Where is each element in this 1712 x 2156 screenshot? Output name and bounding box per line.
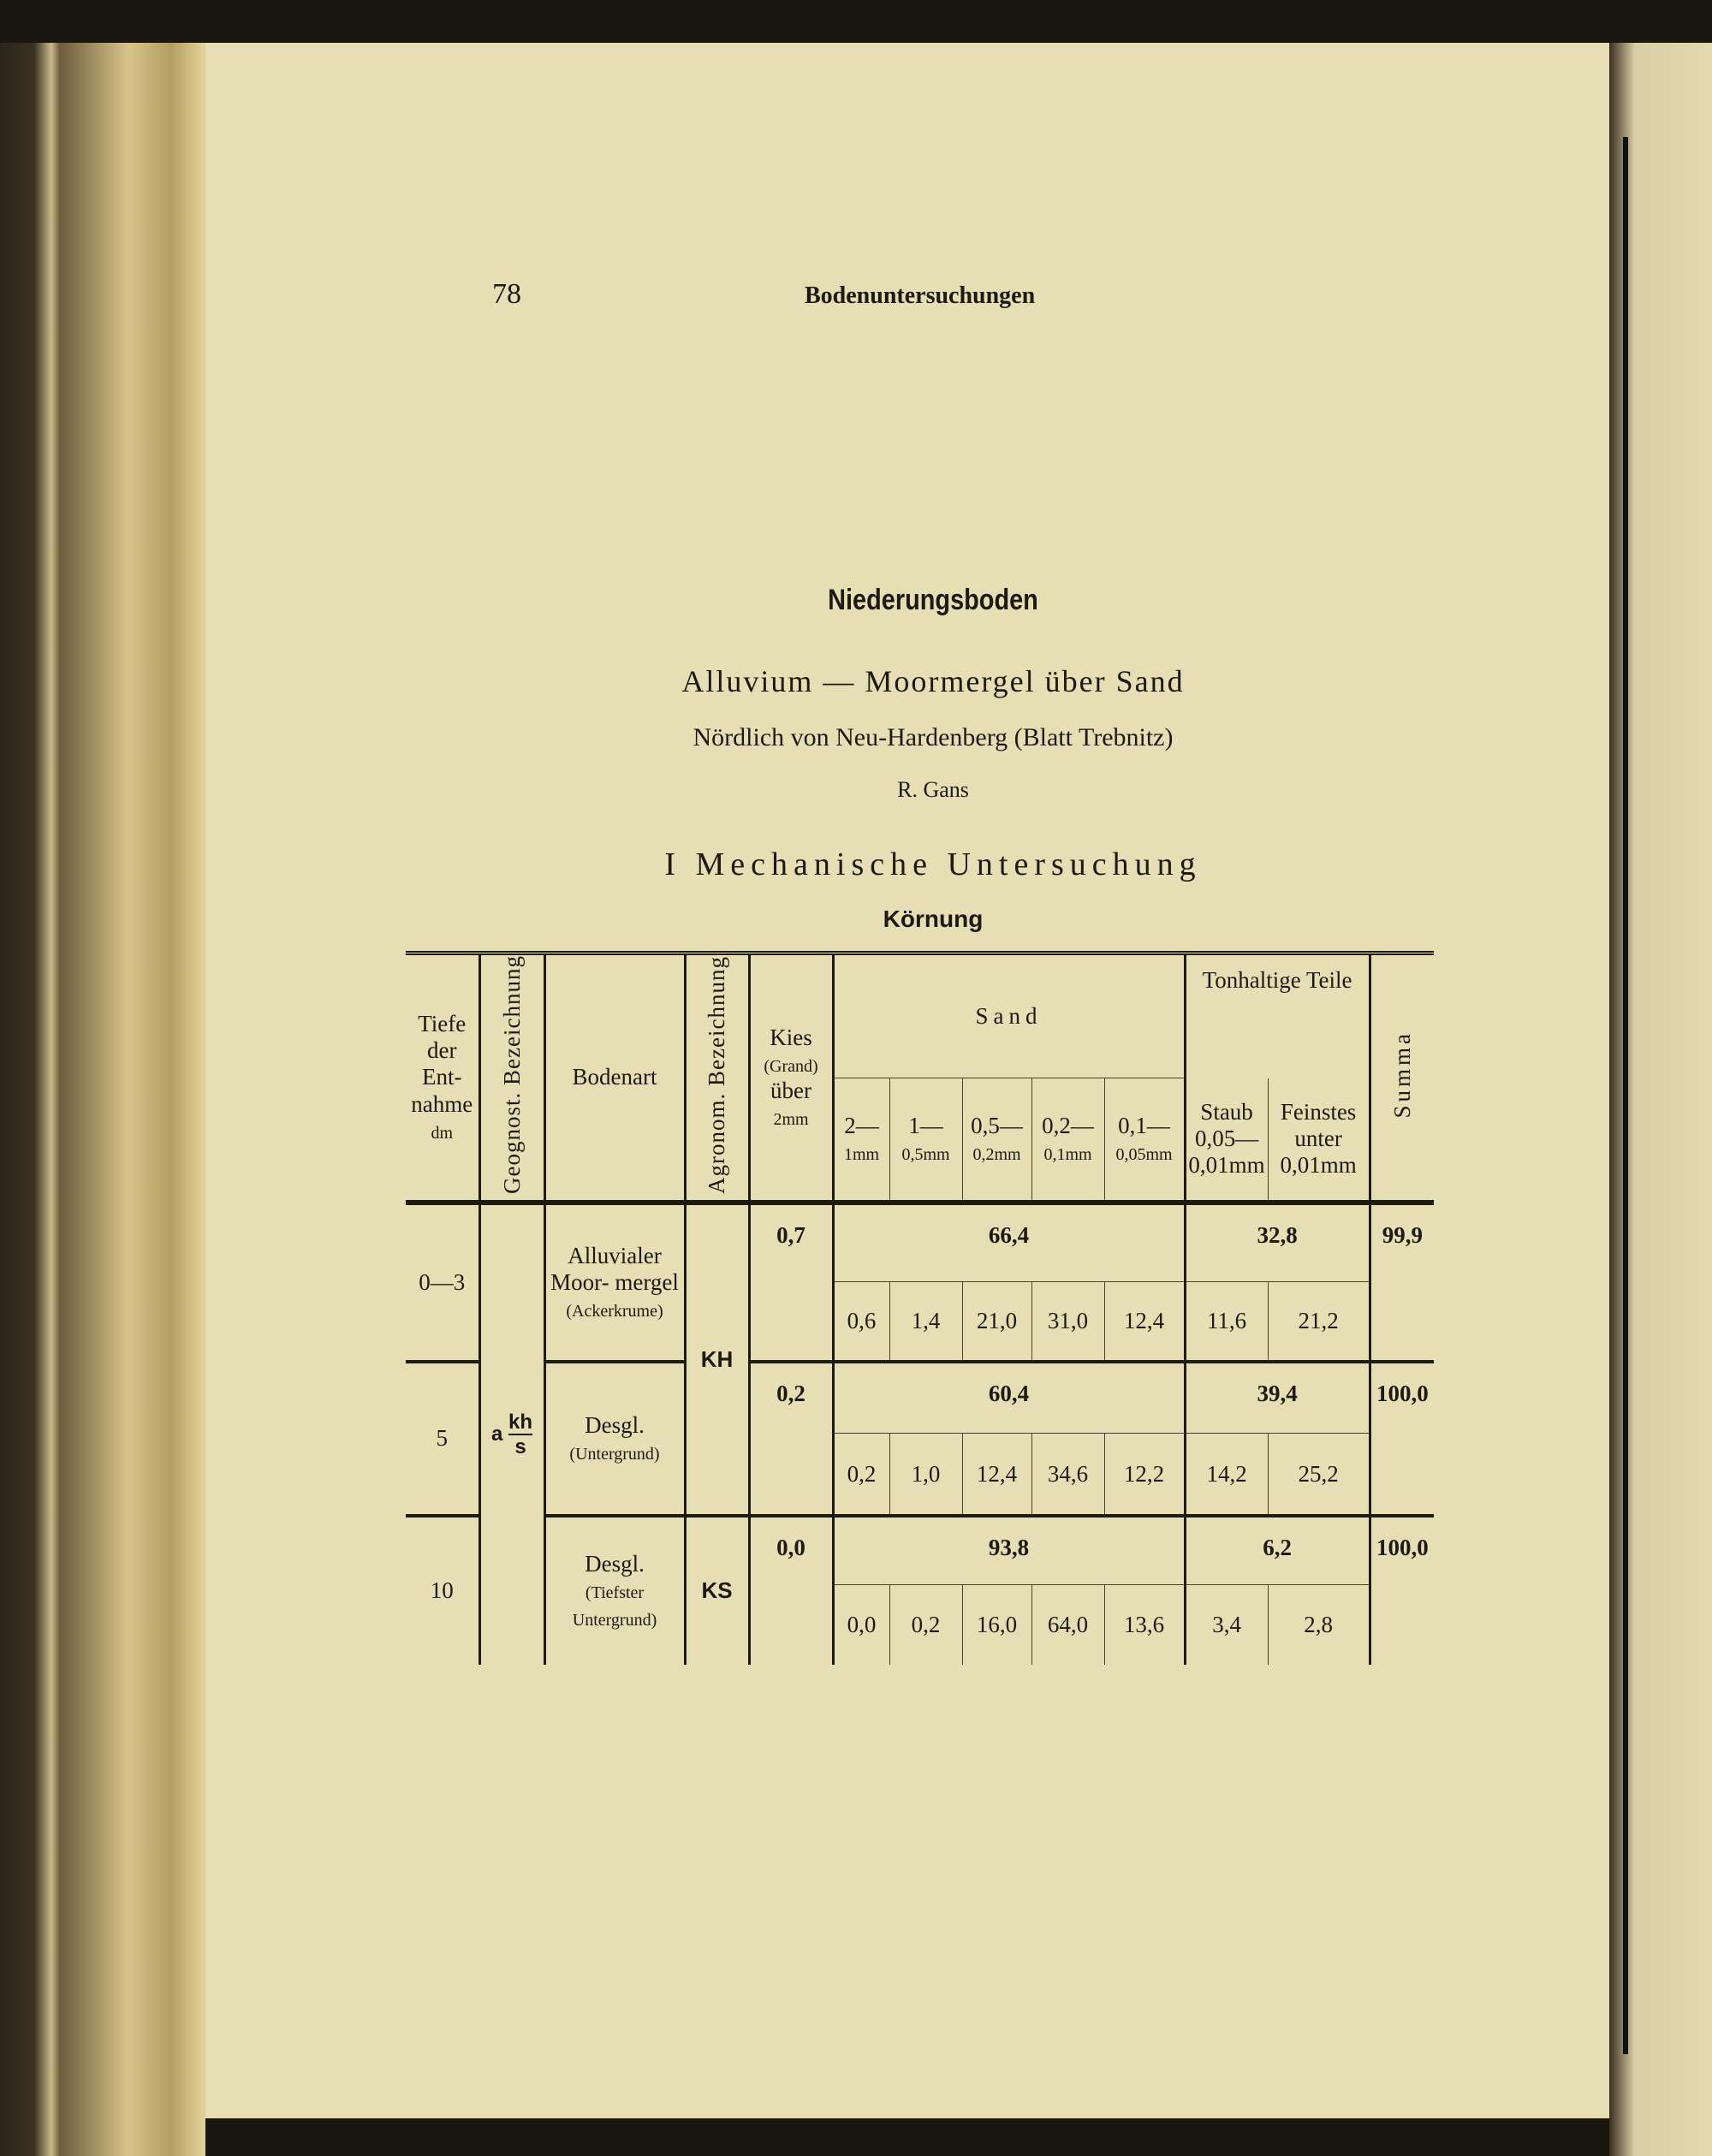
sand-fraction-cell: 1,0 — [889, 1434, 962, 1516]
sand-total-cell: 60,4 — [833, 1362, 1185, 1434]
header-ton-fraction: Feinstes unter 0,01mm — [1268, 1078, 1370, 1203]
sand-fraction-cell: 64,0 — [1031, 1585, 1104, 1665]
ton-total-cell: 6,2 — [1185, 1516, 1370, 1585]
header-bodenart: Bodenart — [544, 953, 685, 1203]
page-number: 78 — [492, 278, 521, 310]
location: Nördlich von Neu-Hardenberg (Blatt Trebnitz) — [693, 723, 1174, 751]
sand-fraction-cell: 34,6 — [1031, 1434, 1104, 1516]
kies-cell: 0,7 — [749, 1203, 833, 1362]
header-summa: Summa — [1370, 953, 1434, 1203]
kies-cell: 0,0 — [749, 1516, 833, 1665]
header-kies: Kies (Grand) über 2mm — [749, 953, 833, 1203]
table-row — [406, 1362, 1434, 1434]
author: R. Gans — [897, 777, 969, 802]
bodenart-cell: Desgl. (Untergrund) — [544, 1362, 685, 1516]
depth-cell: 5 — [406, 1362, 479, 1516]
header-sand-fraction: 0,1— 0,05mm — [1104, 1078, 1185, 1203]
sand-fraction-cell: 21,0 — [962, 1282, 1031, 1362]
depth-cell: 0—3 — [406, 1203, 479, 1362]
binding-thread — [1623, 137, 1628, 2054]
header-geognost: Geognost. Bezeichnung — [479, 953, 544, 1203]
running-head: Bodenuntersuchungen — [805, 282, 1036, 309]
sand-fraction-cell: 31,0 — [1031, 1282, 1104, 1362]
sand-fraction-cell: 12,4 — [1104, 1282, 1185, 1362]
summa-cell: 99,9 — [1370, 1203, 1434, 1362]
grain-size-table — [406, 951, 1434, 1665]
sand-total-cell: 66,4 — [833, 1203, 1185, 1282]
title: Niederungsboden — [828, 584, 1038, 616]
header-sand-fraction: 0,2— 0,1mm — [1031, 1078, 1104, 1203]
ton-fraction-cell: 14,2 — [1185, 1434, 1268, 1516]
summa-cell: 100,0 — [1370, 1516, 1434, 1665]
geognost-cell: a $\frac{kh}{s}$ — [479, 1203, 544, 1665]
table-row — [406, 1516, 1434, 1585]
summa-cell: 100,0 — [1370, 1362, 1434, 1516]
agronom-cell: KS — [685, 1516, 749, 1665]
sand-fraction-cell: 13,6 — [1104, 1585, 1185, 1665]
header-depth: Tiefe der Ent- nahme dm — [406, 953, 479, 1203]
ton-fraction-cell: 2,8 — [1268, 1585, 1370, 1665]
ton-total-cell: 32,8 — [1185, 1203, 1370, 1282]
header-sand: Sand — [833, 953, 1185, 1078]
sand-total-cell: 93,8 — [833, 1516, 1185, 1585]
ton-fraction-cell: 21,2 — [1268, 1282, 1370, 1362]
subtitle: Alluvium — Moormergel über Sand — [681, 664, 1185, 698]
header-agronom: Agronom. Bezeichnung — [685, 953, 749, 1203]
table-caption: Körnung — [883, 906, 984, 932]
header-sand-fraction: 0,5— 0,2mm — [962, 1078, 1031, 1203]
sand-fraction-cell: 16,0 — [962, 1585, 1031, 1665]
section-heading: I Mechanische Untersuchung — [664, 846, 1202, 882]
book-edge — [0, 43, 205, 2156]
sand-fraction-cell: 0,2 — [889, 1585, 962, 1665]
sand-fraction-cell: 0,6 — [833, 1282, 889, 1362]
agronom-cell: KH — [685, 1203, 749, 1516]
depth-cell: 10 — [430, 1577, 454, 1604]
sand-fraction-cell: 0,0 — [833, 1585, 889, 1665]
kies-cell: 0,2 — [749, 1362, 833, 1516]
sand-fraction-cell: 12,2 — [1104, 1434, 1185, 1516]
ton-total-cell: 39,4 — [1185, 1362, 1370, 1434]
sand-fraction-cell: 1,4 — [889, 1282, 962, 1362]
bodenart-cell: Alluvialer Moor- mergel (Ackerkrume) — [544, 1203, 685, 1362]
sand-fraction-cell: 0,2 — [833, 1434, 889, 1516]
bodenart-cell: Desgl. (Tiefster Untergrund) — [544, 1516, 685, 1665]
header-ton-fraction: Staub 0,05— 0,01mm — [1185, 1078, 1268, 1203]
header-sand-fraction: 1— 0,5mm — [889, 1078, 962, 1203]
sand-fraction-cell: 12,4 — [962, 1434, 1031, 1516]
ton-fraction-cell: 25,2 — [1268, 1434, 1370, 1516]
header-sand-fraction: 2— 1mm — [833, 1078, 889, 1203]
ton-fraction-cell: 11,6 — [1185, 1282, 1268, 1362]
ton-fraction-cell: 3,4 — [1185, 1585, 1268, 1665]
header-ton: Tonhaltige Teile — [1185, 953, 1370, 1078]
table-row — [406, 1203, 1434, 1282]
